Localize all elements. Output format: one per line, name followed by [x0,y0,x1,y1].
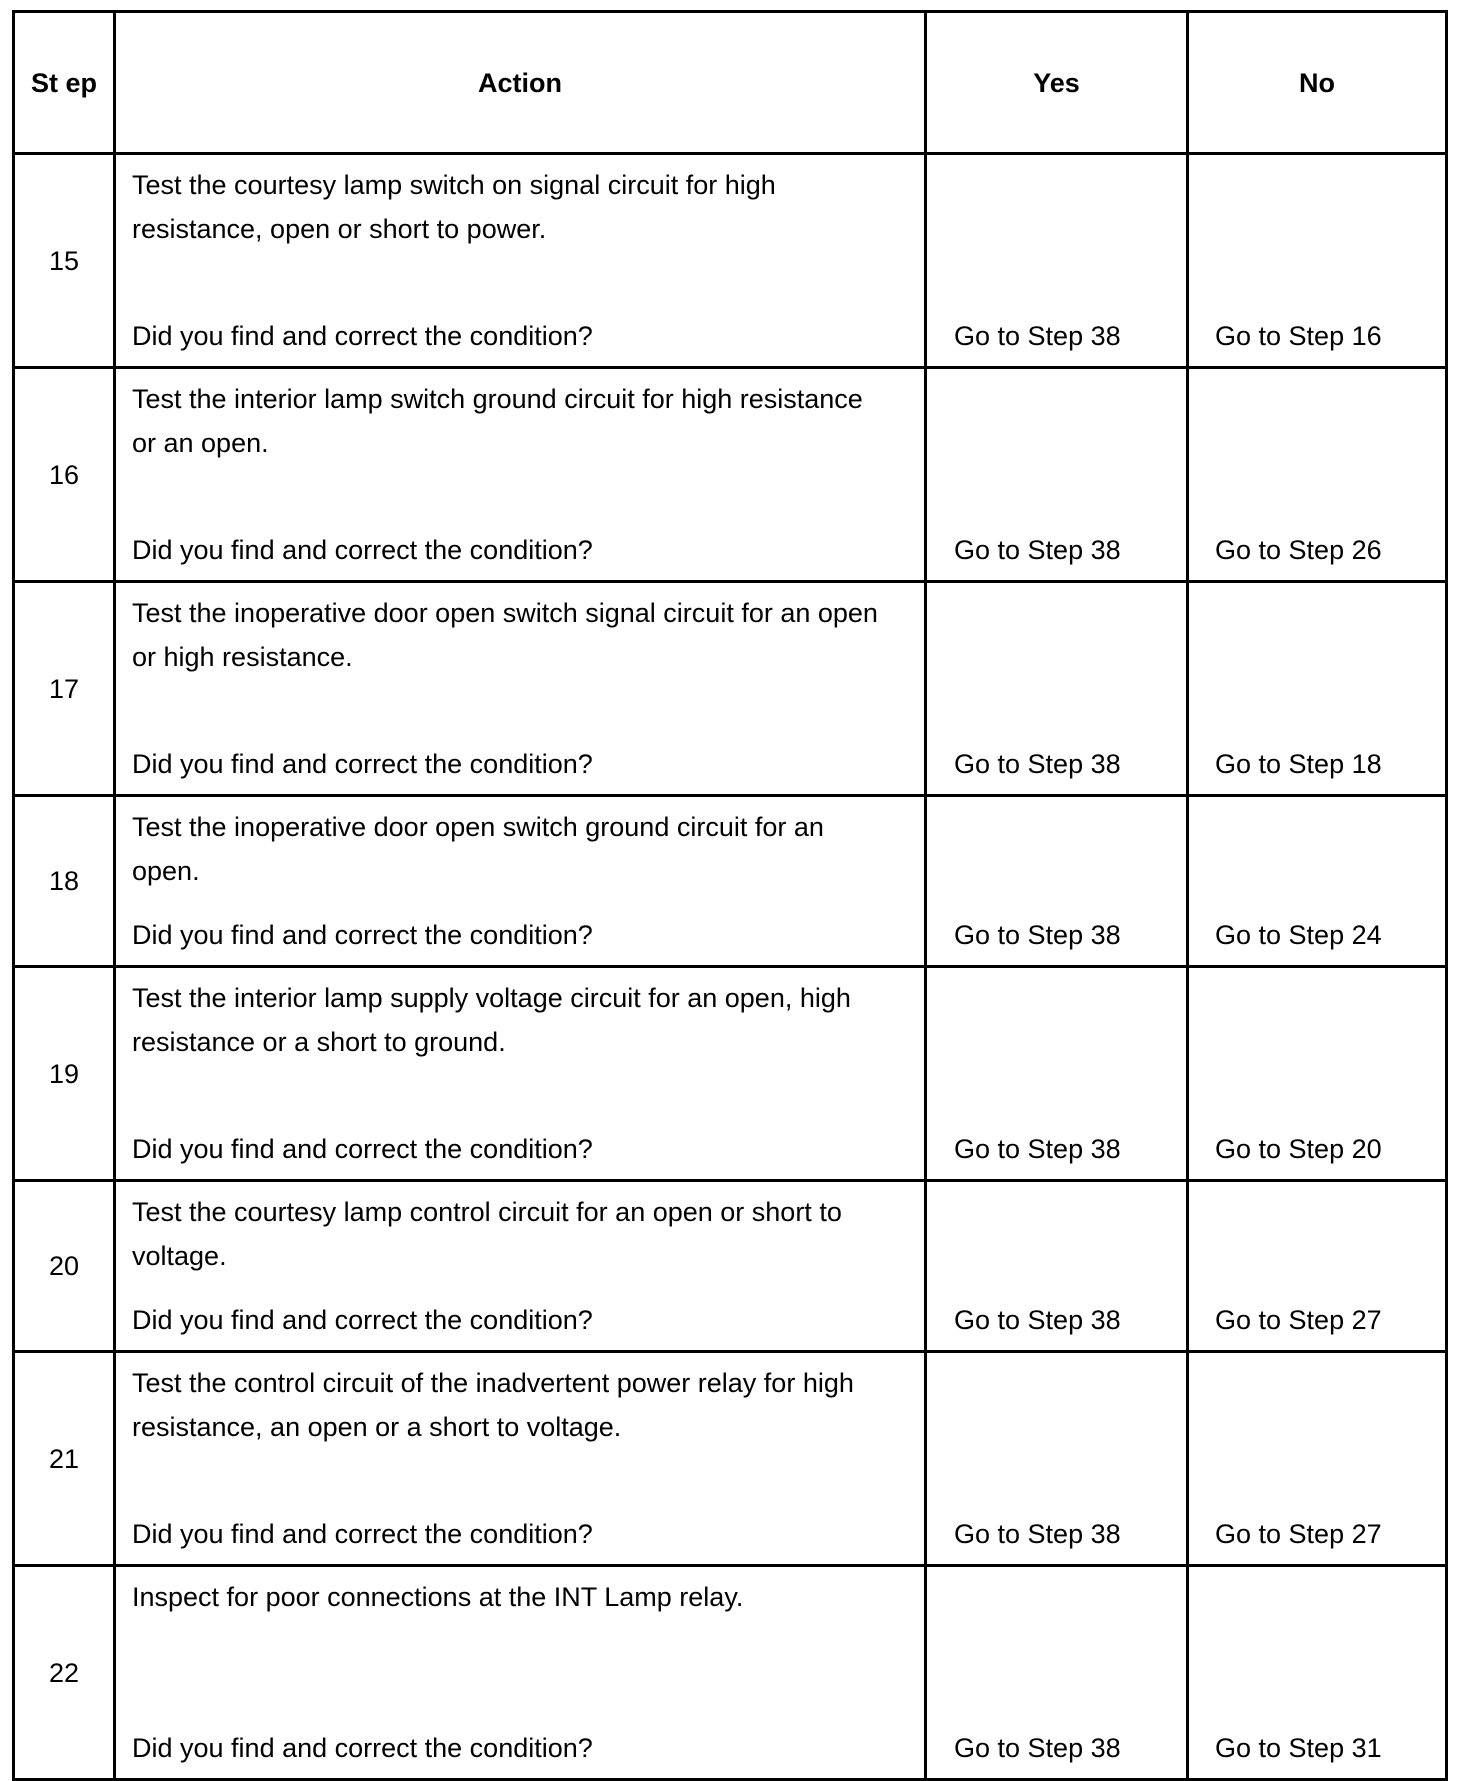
no-result: Go to Step 26 [1188,368,1447,582]
action-instruction: Test the control circuit of the inadvertent power relay for high resistance, an open or a short to voltage. [132,1368,854,1442]
step-number: 22 [14,1566,115,1780]
action-instruction: Test the interior lamp switch ground circuit for high resistance or an open. [132,384,863,458]
yes-result: Go to Step 38 [926,154,1188,368]
action-question: Did you find and correct the condition? [132,749,593,779]
step-number: 16 [14,368,115,582]
yes-result: Go to Step 38 [926,1181,1188,1352]
no-result: Go to Step 27 [1188,1181,1447,1352]
yes-result: Go to Step 38 [926,796,1188,967]
step-number: 15 [14,154,115,368]
action-question: Did you find and correct the condition? [132,1134,593,1164]
yes-result: Go to Step 38 [926,1566,1188,1780]
action-question: Did you find and correct the condition? [132,535,593,565]
header-no: No [1188,12,1447,154]
no-result: Go to Step 18 [1188,582,1447,796]
action-instruction: Test the interior lamp supply voltage circuit for an open, high resistance or a short to ground. [132,983,851,1057]
action-question: Did you find and correct the condition? [132,920,593,950]
action-cell [115,1352,926,1566]
table-row [14,1352,1447,1566]
action-instruction: Test the inoperative door open switch ground circuit for an open. [132,812,824,886]
no-result: Go to Step 16 [1188,154,1447,368]
step-number: 17 [14,582,115,796]
table-row [14,154,1447,368]
no-result: Go to Step 27 [1188,1352,1447,1566]
action-cell [115,967,926,1181]
table-row [14,1566,1447,1780]
header-action: Action [115,12,926,154]
step-number: 19 [14,967,115,1181]
step-number: 20 [14,1181,115,1352]
table-row [14,1181,1447,1352]
action-question: Did you find and correct the condition? [132,321,593,351]
action-cell [115,1566,926,1780]
action-question: Did you find and correct the condition? [132,1519,593,1549]
action-instruction: Test the inoperative door open switch signal circuit for an open or high resistance. [132,598,878,672]
action-cell [115,154,926,368]
table-row [14,796,1447,967]
no-result: Go to Step 31 [1188,1566,1447,1780]
action-cell [115,582,926,796]
yes-result: Go to Step 38 [926,967,1188,1181]
diagnostic-steps-table [12,10,1448,1781]
yes-result: Go to Step 38 [926,582,1188,796]
action-cell [115,368,926,582]
action-instruction: Test the courtesy lamp control circuit for an open or short to voltage. [132,1197,842,1271]
action-question: Did you find and correct the condition? [132,1733,593,1763]
action-question: Did you find and correct the condition? [132,1305,593,1335]
step-number: 21 [14,1352,115,1566]
action-cell [115,1181,926,1352]
no-result: Go to Step 20 [1188,967,1447,1181]
yes-result: Go to Step 38 [926,1352,1188,1566]
action-instruction: Test the courtesy lamp switch on signal circuit for high resistance, open or short to power. [132,170,776,244]
no-result: Go to Step 24 [1188,796,1447,967]
action-instruction: Inspect for poor connections at the INT Lamp relay. [132,1582,744,1612]
table-row [14,967,1447,1181]
yes-result: Go to Step 38 [926,368,1188,582]
step-number: 18 [14,796,115,967]
header-step: St ep [14,12,115,154]
header-yes: Yes [926,12,1188,154]
table-row [14,368,1447,582]
header-row [14,12,1447,154]
action-cell [115,796,926,967]
table-row [14,582,1447,796]
